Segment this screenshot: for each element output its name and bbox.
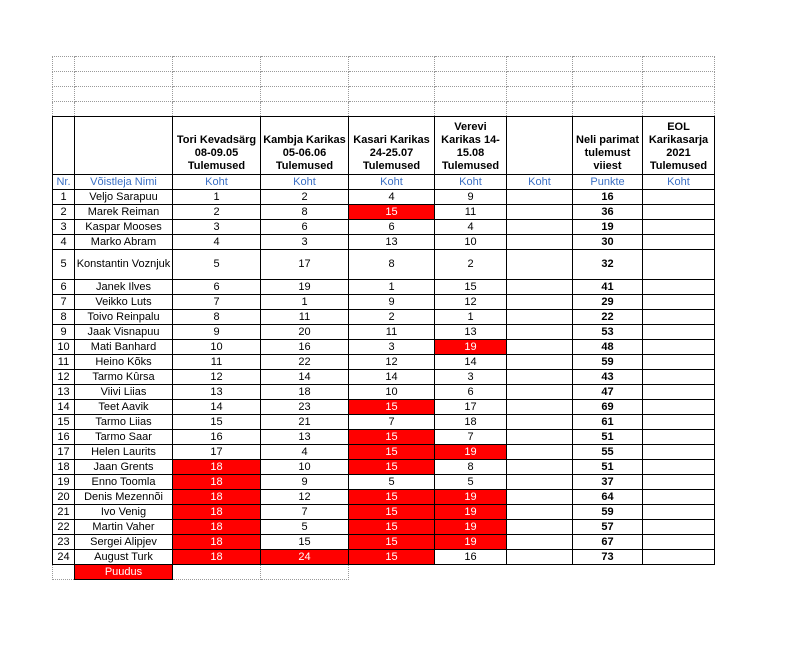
place-kambja: 6 [261, 220, 349, 235]
place-tori: 13 [173, 385, 261, 400]
row-nr: 5 [53, 250, 75, 280]
place-verevi: 4 [435, 220, 507, 235]
place-kasari: 8 [349, 250, 435, 280]
place-kasari: 9 [349, 295, 435, 310]
points-best-four: 69 [573, 400, 643, 415]
competitor-name: Sergei Alipjev [75, 535, 173, 550]
place-verevi: 1 [435, 310, 507, 325]
points-best-four: 36 [573, 205, 643, 220]
place-race5 [507, 430, 573, 445]
table-row [53, 205, 715, 220]
table-row [53, 415, 715, 430]
final-place [643, 205, 715, 220]
points-best-four: 61 [573, 415, 643, 430]
place-kasari: 15 [349, 460, 435, 475]
place-tori: 8 [173, 310, 261, 325]
points-best-four: 32 [573, 250, 643, 280]
points-best-four: 51 [573, 430, 643, 445]
table-row [53, 535, 715, 550]
final-place [643, 430, 715, 445]
place-race5 [507, 220, 573, 235]
legend-row [53, 565, 715, 580]
place-verevi: 19 [435, 535, 507, 550]
competitor-name: Viivi Liias [75, 385, 173, 400]
row-nr: 15 [53, 415, 75, 430]
row-nr: 9 [53, 325, 75, 340]
place-kambja: 2 [261, 190, 349, 205]
blank-row [53, 102, 715, 117]
place-kasari: 11 [349, 325, 435, 340]
place-tori: 18 [173, 550, 261, 565]
final-place [643, 325, 715, 340]
place-race5 [507, 400, 573, 415]
final-place [643, 190, 715, 205]
blank-row [53, 87, 715, 102]
place-kambja: 19 [261, 280, 349, 295]
subheader-koht: Koht [349, 175, 435, 190]
place-kambja: 24 [261, 550, 349, 565]
place-kasari: 6 [349, 220, 435, 235]
place-tori: 15 [173, 415, 261, 430]
points-best-four: 47 [573, 385, 643, 400]
final-place [643, 370, 715, 385]
place-race5 [507, 505, 573, 520]
subheader-koht: Koht [643, 175, 715, 190]
points-best-four: 41 [573, 280, 643, 295]
place-race5 [507, 280, 573, 295]
place-race5 [507, 535, 573, 550]
place-race5 [507, 205, 573, 220]
row-nr: 19 [53, 475, 75, 490]
subheader-nr: Nr. [53, 175, 75, 190]
place-race5 [507, 250, 573, 280]
place-kasari: 2 [349, 310, 435, 325]
place-verevi: 19 [435, 520, 507, 535]
table-row [53, 490, 715, 505]
place-kambja: 3 [261, 235, 349, 250]
place-kambja: 22 [261, 355, 349, 370]
place-kasari: 4 [349, 190, 435, 205]
row-nr: 16 [53, 430, 75, 445]
points-best-four: 59 [573, 355, 643, 370]
competitor-name: Teet Aavik [75, 400, 173, 415]
competitor-name: Mati Banhard [75, 340, 173, 355]
final-place [643, 535, 715, 550]
points-best-four: 57 [573, 520, 643, 535]
header-nr [53, 117, 75, 175]
header-race-5 [507, 117, 573, 175]
competitor-name: Ivo Venig [75, 505, 173, 520]
place-verevi: 12 [435, 295, 507, 310]
place-tori: 18 [173, 520, 261, 535]
place-kasari: 12 [349, 355, 435, 370]
header-race-verevi: Verevi Karikas 14-15.08 Tulemused [435, 117, 507, 175]
subheader-koht: Koht [435, 175, 507, 190]
place-verevi: 19 [435, 490, 507, 505]
competitor-name: Marek Reiman [75, 205, 173, 220]
place-tori: 9 [173, 325, 261, 340]
row-nr: 22 [53, 520, 75, 535]
header-race-kasari: Kasari Karikas 24-25.07 Tulemused [349, 117, 435, 175]
row-nr: 13 [53, 385, 75, 400]
points-best-four: 73 [573, 550, 643, 565]
competitor-name: Heino Kõks [75, 355, 173, 370]
place-race5 [507, 325, 573, 340]
place-tori: 12 [173, 370, 261, 385]
legend-spacer [261, 565, 349, 580]
table-row [53, 475, 715, 490]
place-kambja: 20 [261, 325, 349, 340]
row-nr: 1 [53, 190, 75, 205]
table-row [53, 505, 715, 520]
place-kambja: 9 [261, 475, 349, 490]
place-verevi: 8 [435, 460, 507, 475]
row-nr: 24 [53, 550, 75, 565]
subheader-koht: Koht [507, 175, 573, 190]
place-kasari: 15 [349, 520, 435, 535]
place-kambja: 8 [261, 205, 349, 220]
final-place [643, 460, 715, 475]
place-verevi: 19 [435, 340, 507, 355]
row-nr: 17 [53, 445, 75, 460]
place-tori: 5 [173, 250, 261, 280]
place-race5 [507, 520, 573, 535]
final-place [643, 235, 715, 250]
place-kasari: 15 [349, 445, 435, 460]
row-nr: 2 [53, 205, 75, 220]
row-nr: 23 [53, 535, 75, 550]
place-verevi: 3 [435, 370, 507, 385]
competitor-name: Jaak Visnapuu [75, 325, 173, 340]
table-row [53, 220, 715, 235]
competitor-name: Kaspar Mooses [75, 220, 173, 235]
place-tori: 1 [173, 190, 261, 205]
place-verevi: 14 [435, 355, 507, 370]
place-tori: 10 [173, 340, 261, 355]
final-place [643, 385, 715, 400]
place-race5 [507, 385, 573, 400]
table-row [53, 445, 715, 460]
place-kasari: 15 [349, 535, 435, 550]
place-verevi: 9 [435, 190, 507, 205]
place-kambja: 7 [261, 505, 349, 520]
table-row [53, 295, 715, 310]
final-place [643, 400, 715, 415]
place-kambja: 1 [261, 295, 349, 310]
final-place [643, 310, 715, 325]
points-best-four: 16 [573, 190, 643, 205]
place-tori: 18 [173, 460, 261, 475]
table-row [53, 280, 715, 295]
table-row [53, 370, 715, 385]
final-place [643, 340, 715, 355]
place-race5 [507, 550, 573, 565]
competitor-name: Tarmo Liias [75, 415, 173, 430]
place-tori: 18 [173, 490, 261, 505]
place-race5 [507, 190, 573, 205]
points-best-four: 19 [573, 220, 643, 235]
points-best-four: 67 [573, 535, 643, 550]
place-tori: 7 [173, 295, 261, 310]
competitor-name: Veljo Sarapuu [75, 190, 173, 205]
subheader-koht: Koht [173, 175, 261, 190]
row-nr: 10 [53, 340, 75, 355]
place-verevi: 6 [435, 385, 507, 400]
place-verevi: 10 [435, 235, 507, 250]
header-race-tori: Tori Kevadsärg 08-09.05 Tulemused [173, 117, 261, 175]
competitor-name: Tarmo Saar [75, 430, 173, 445]
row-nr: 21 [53, 505, 75, 520]
place-kasari: 10 [349, 385, 435, 400]
results-table [52, 56, 715, 580]
place-kambja: 4 [261, 445, 349, 460]
final-place [643, 505, 715, 520]
points-best-four: 53 [573, 325, 643, 340]
place-kambja: 14 [261, 370, 349, 385]
row-nr: 12 [53, 370, 75, 385]
row-nr: 4 [53, 235, 75, 250]
final-place [643, 490, 715, 505]
final-place [643, 250, 715, 280]
points-best-four: 43 [573, 370, 643, 385]
place-race5 [507, 370, 573, 385]
place-kasari: 7 [349, 415, 435, 430]
place-race5 [507, 475, 573, 490]
points-best-four: 29 [573, 295, 643, 310]
points-best-four: 55 [573, 445, 643, 460]
competitor-name: Helen Laurits [75, 445, 173, 460]
row-nr: 14 [53, 400, 75, 415]
row-nr: 6 [53, 280, 75, 295]
place-tori: 2 [173, 205, 261, 220]
table-row [53, 385, 715, 400]
competitor-name: Enno Toomla [75, 475, 173, 490]
points-best-four: 51 [573, 460, 643, 475]
place-kasari: 3 [349, 340, 435, 355]
table-row [53, 430, 715, 445]
place-kasari: 15 [349, 505, 435, 520]
place-kasari: 15 [349, 205, 435, 220]
points-best-four: 37 [573, 475, 643, 490]
header-race-kambja: Kambja Karikas 05-06.06 Tulemused [261, 117, 349, 175]
place-kasari: 14 [349, 370, 435, 385]
place-kambja: 13 [261, 430, 349, 445]
place-verevi: 19 [435, 505, 507, 520]
row-nr: 11 [53, 355, 75, 370]
place-verevi: 15 [435, 280, 507, 295]
place-verevi: 2 [435, 250, 507, 280]
place-race5 [507, 235, 573, 250]
competitor-name: Konstantin Voznjuk [75, 250, 173, 280]
row-nr: 18 [53, 460, 75, 475]
final-place [643, 280, 715, 295]
subheader-koht: Koht [261, 175, 349, 190]
legend-absent: Puudus [75, 565, 173, 580]
final-place [643, 355, 715, 370]
table-row [53, 235, 715, 250]
subheader-punkte: Punkte [573, 175, 643, 190]
place-tori: 6 [173, 280, 261, 295]
place-verevi: 18 [435, 415, 507, 430]
place-race5 [507, 490, 573, 505]
place-race5 [507, 310, 573, 325]
row-nr: 8 [53, 310, 75, 325]
table-row [53, 460, 715, 475]
place-verevi: 11 [435, 205, 507, 220]
final-place [643, 220, 715, 235]
header-row [53, 117, 715, 175]
place-kasari: 5 [349, 475, 435, 490]
header-best-four: Neli parimat tulemust viiest [573, 117, 643, 175]
place-kambja: 21 [261, 415, 349, 430]
table-row [53, 190, 715, 205]
final-place [643, 415, 715, 430]
table-row [53, 310, 715, 325]
place-tori: 18 [173, 535, 261, 550]
blank-row [53, 57, 715, 72]
place-tori: 11 [173, 355, 261, 370]
place-verevi: 13 [435, 325, 507, 340]
place-kasari: 1 [349, 280, 435, 295]
table-row [53, 250, 715, 280]
final-place [643, 295, 715, 310]
table-row [53, 550, 715, 565]
place-kambja: 10 [261, 460, 349, 475]
points-best-four: 48 [573, 340, 643, 355]
place-kasari: 15 [349, 430, 435, 445]
final-place [643, 520, 715, 535]
competitor-name: Veikko Luts [75, 295, 173, 310]
place-kasari: 15 [349, 490, 435, 505]
points-best-four: 30 [573, 235, 643, 250]
points-best-four: 64 [573, 490, 643, 505]
table-row [53, 355, 715, 370]
place-kambja: 23 [261, 400, 349, 415]
competitor-name: August Turk [75, 550, 173, 565]
competitor-name: Denis Mezennõi [75, 490, 173, 505]
place-race5 [507, 340, 573, 355]
place-kasari: 15 [349, 400, 435, 415]
place-kambja: 16 [261, 340, 349, 355]
place-race5 [507, 415, 573, 430]
place-race5 [507, 295, 573, 310]
competitor-name: Janek Ilves [75, 280, 173, 295]
table-row [53, 325, 715, 340]
place-verevi: 17 [435, 400, 507, 415]
place-kasari: 13 [349, 235, 435, 250]
table-row [53, 340, 715, 355]
place-tori: 3 [173, 220, 261, 235]
place-race5 [507, 460, 573, 475]
place-kambja: 11 [261, 310, 349, 325]
place-tori: 18 [173, 505, 261, 520]
subheader-name: Võistleja Nimi [75, 175, 173, 190]
place-tori: 17 [173, 445, 261, 460]
subheader-row [53, 175, 715, 190]
points-best-four: 22 [573, 310, 643, 325]
competitor-name: Jaan Grents [75, 460, 173, 475]
header-name [75, 117, 173, 175]
final-place [643, 475, 715, 490]
legend-spacer [53, 565, 75, 580]
competitor-name: Martin Vaher [75, 520, 173, 535]
competitor-name: Marko Abram [75, 235, 173, 250]
row-nr: 7 [53, 295, 75, 310]
place-kambja: 17 [261, 250, 349, 280]
blank-row [53, 72, 715, 87]
table-row [53, 400, 715, 415]
place-tori: 4 [173, 235, 261, 250]
place-verevi: 19 [435, 445, 507, 460]
table-row [53, 520, 715, 535]
place-kambja: 18 [261, 385, 349, 400]
competitor-name: Toivo Reinpalu [75, 310, 173, 325]
legend-spacer [173, 565, 261, 580]
place-race5 [507, 445, 573, 460]
place-verevi: 5 [435, 475, 507, 490]
row-nr: 3 [53, 220, 75, 235]
final-place [643, 445, 715, 460]
header-eol-result: EOL Karikasarja 2021 Tulemused [643, 117, 715, 175]
place-tori: 16 [173, 430, 261, 445]
place-verevi: 16 [435, 550, 507, 565]
place-race5 [507, 355, 573, 370]
place-tori: 18 [173, 475, 261, 490]
place-kambja: 15 [261, 535, 349, 550]
place-kambja: 5 [261, 520, 349, 535]
place-kambja: 12 [261, 490, 349, 505]
place-verevi: 7 [435, 430, 507, 445]
place-tori: 14 [173, 400, 261, 415]
points-best-four: 59 [573, 505, 643, 520]
row-nr: 20 [53, 490, 75, 505]
final-place [643, 550, 715, 565]
competitor-name: Tarmo Kûrsa [75, 370, 173, 385]
place-kasari: 15 [349, 550, 435, 565]
